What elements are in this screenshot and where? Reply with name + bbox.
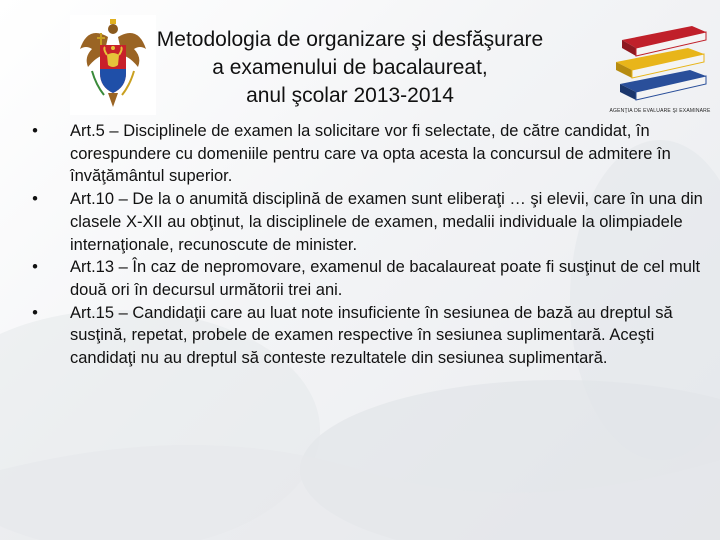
coat-of-arms	[70, 15, 156, 115]
agency-logo	[608, 18, 712, 120]
title-line-3: anul şcolar 2013-2014	[246, 84, 454, 107]
page-title	[150, 26, 550, 110]
bullet-icon: •	[32, 258, 38, 277]
bullet-icon: •	[32, 303, 38, 322]
moldova-coat-of-arms-icon	[70, 15, 156, 115]
bullet-text: Art.5 – Disciplinele de examen la solicitare vor fi selectate, de către candidat, în corespundere cu domeniile pentru care va opta acesta la concursul de admitere în învăţământul superior.	[70, 122, 671, 186]
list-item	[28, 302, 708, 370]
books-stack-icon	[608, 18, 712, 108]
bullet-text: Art.15 – Candidaţii care au luat note insuficiente în sesiunea de bază au dreptul să susţină, repetat, probele de examen respective în sesiunea suplimentară. Aceşti candidaţi nu au dreptul să conteste rezultatele din sesiunea suplimentară.	[70, 303, 673, 368]
bullet-icon: •	[32, 122, 38, 140]
title-line-2: a examenului de bacalaureat,	[212, 56, 488, 79]
list-item	[28, 256, 708, 301]
bullet-icon: •	[32, 190, 38, 209]
bullet-list	[28, 120, 708, 370]
agency-caption: AGENŢIA DE EVALUARE ŞI EXAMINARE	[609, 108, 711, 114]
list-item	[28, 188, 708, 256]
bullet-text: Art.13 – În caz de nepromovare, examenul de bacalaureat poate fi susţinut de cel mult două ori în decursul următorii trei ani.	[70, 258, 701, 299]
title-line-1: Metodologia de organizare şi desfăşurare	[156, 28, 544, 51]
bullet-text: Art.10 – De la o anumită disciplină de examen sunt eliberaţi … şi elevii, care în una din clasele X-XII au obţinut, la disciplinele de examen, medalii individuale la olimpiadele internaţionale, recunoscute de minister.	[70, 190, 703, 254]
list-item	[28, 120, 708, 188]
